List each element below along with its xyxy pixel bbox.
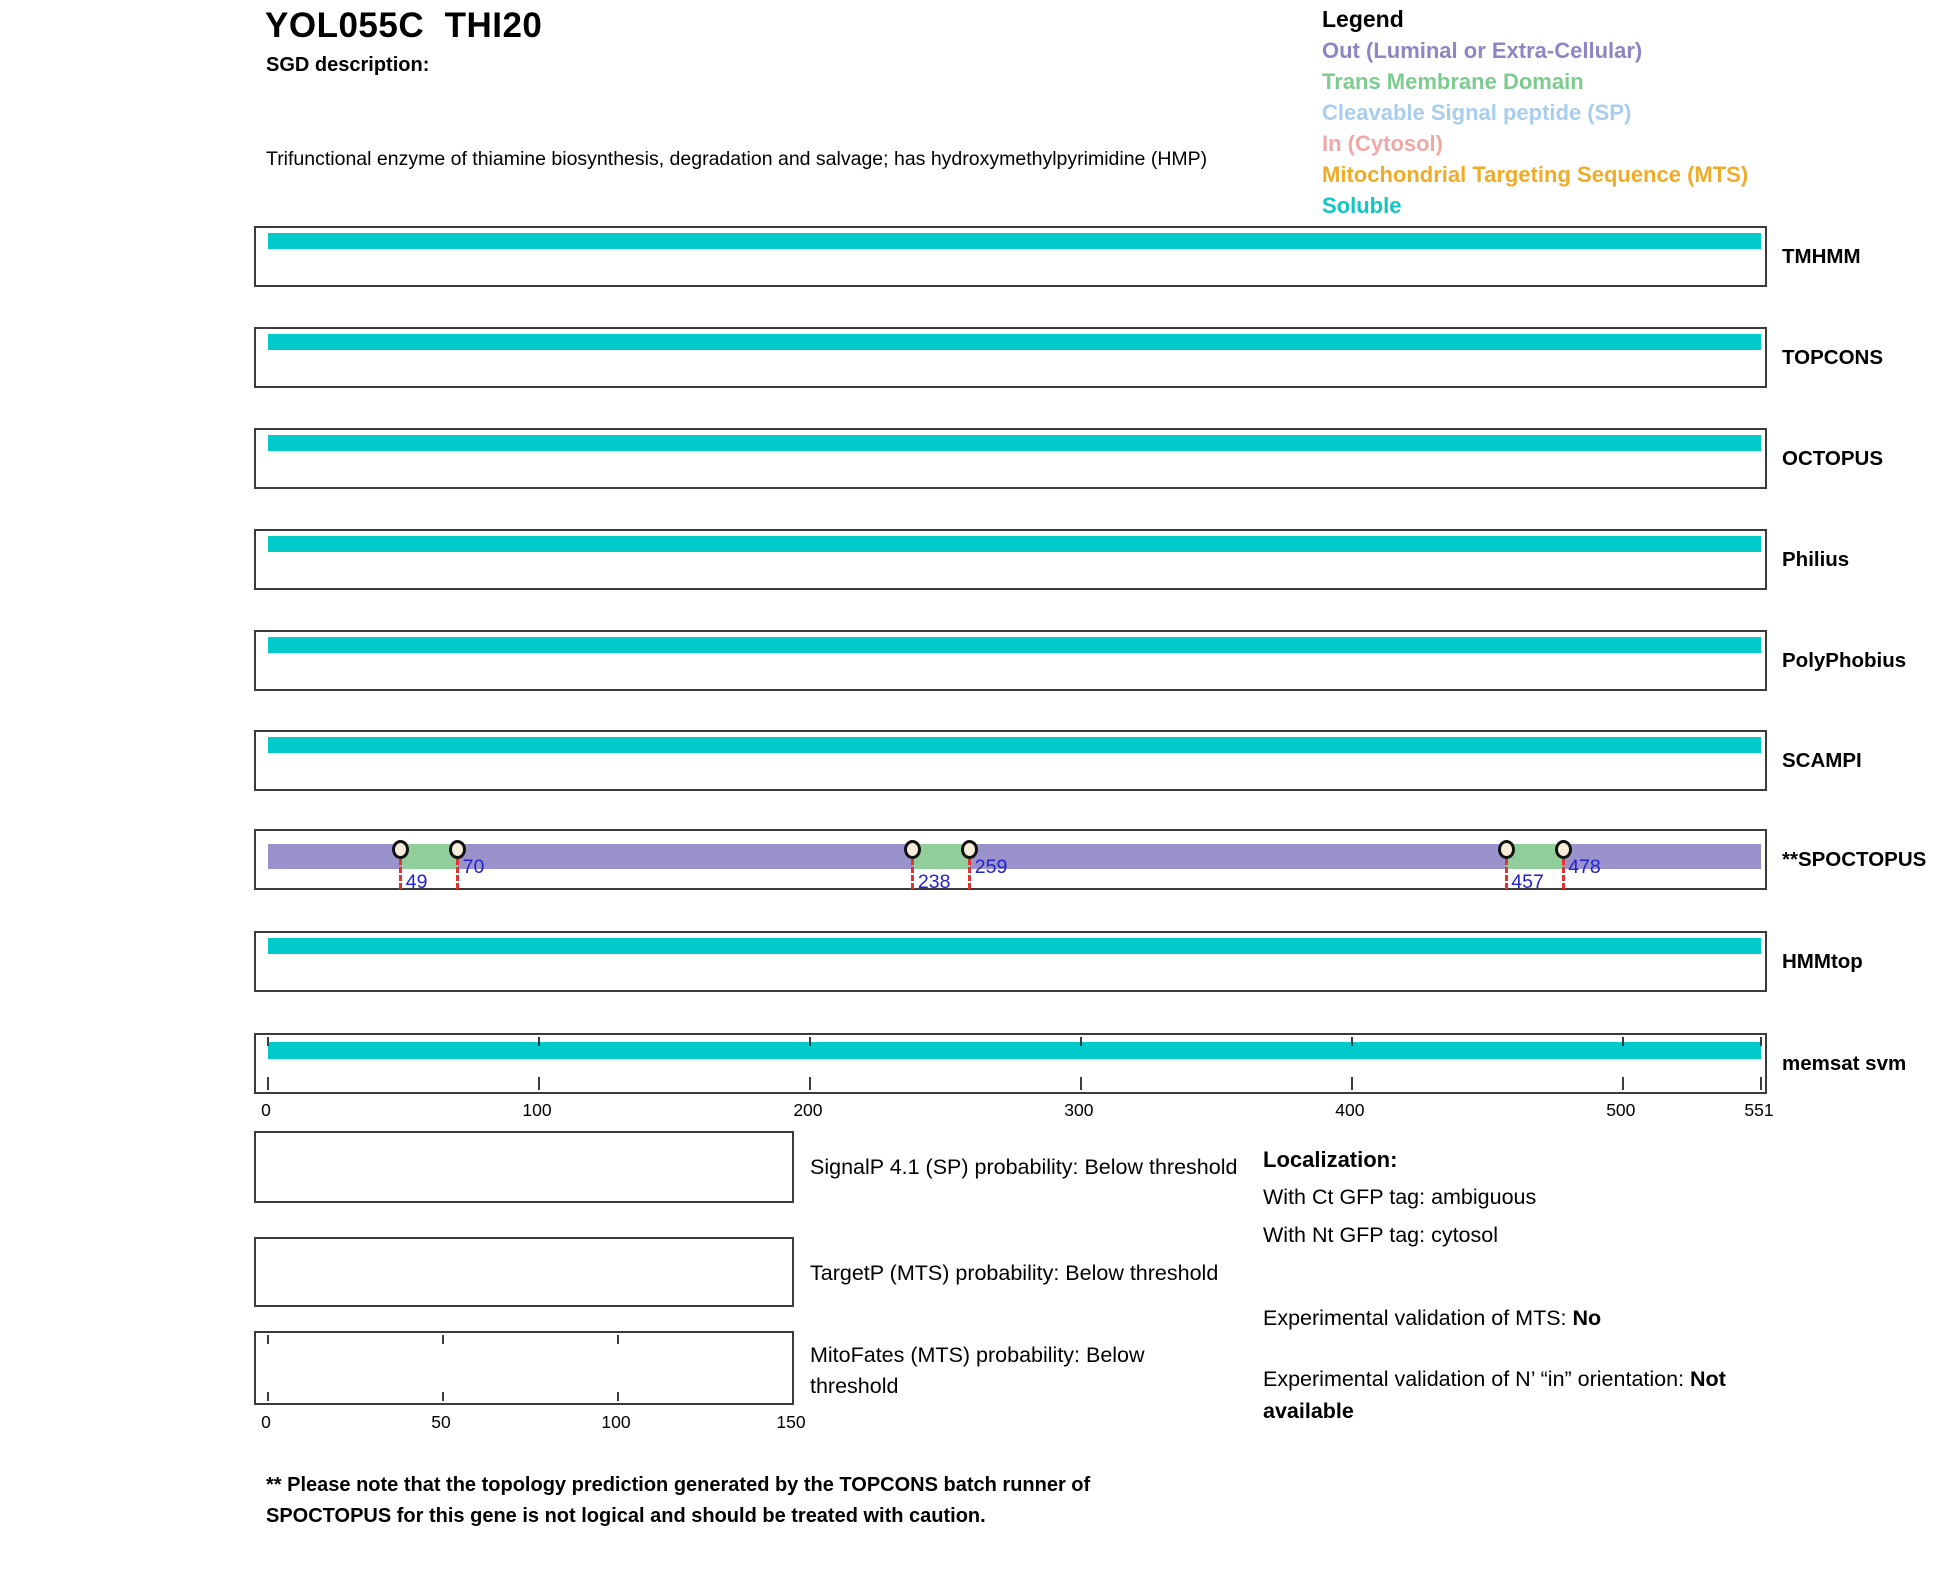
track-label: TOPCONS [1782, 345, 1883, 369]
axis-tick [1760, 1077, 1762, 1090]
prediction-track-box [254, 428, 1767, 489]
axis-tick [617, 1392, 619, 1401]
boundary-position-label: 478 [1568, 856, 1601, 878]
track-label: TMHMM [1782, 244, 1861, 268]
topology-boundary-marker [1498, 840, 1515, 859]
spoctopus-footnote-line: ** Please note that the topology prediction generated by the TOPCONS batch runner of [266, 1474, 1091, 1496]
axis-tick [267, 1392, 269, 1401]
signalp-probability-label: SignalP 4.1 (SP) probability: Below threshold [810, 1155, 1238, 1179]
boundary-position-label: 457 [1511, 871, 1544, 893]
soluble-bar [268, 938, 1761, 954]
track-row-polyphobius [254, 630, 1907, 691]
sgd-description-heading: SGD description: [266, 54, 430, 76]
spoctopus-footnote [266, 1470, 1090, 1532]
orientation-validation-value-cont: available [1263, 1399, 1354, 1423]
mts-validation-line [1263, 1306, 1601, 1331]
axis-tick-label: 150 [776, 1412, 806, 1432]
axis-tick [1351, 1037, 1353, 1046]
mitofates-axis-labels [254, 1412, 806, 1434]
track-row-octopus [254, 428, 1883, 489]
prediction-track-box [254, 829, 1767, 893]
soluble-bar [268, 737, 1761, 753]
spoctopus-topology-canvas [256, 831, 1765, 893]
spoctopus-footnote-line: SPOCTOPUS for this gene is not logical and should be treated with caution. [266, 1505, 986, 1527]
track-row-topcons [254, 327, 1883, 388]
soluble-bar [268, 334, 1761, 350]
mts-validation-value: No [1572, 1306, 1602, 1330]
axis-tick [809, 1077, 811, 1090]
axis-tick-label: 551 [1744, 1100, 1774, 1120]
axis-tick-label: 300 [1064, 1100, 1094, 1120]
targetp-probability-label: TargetP (MTS) probability: Below threshold [810, 1261, 1219, 1285]
axis-tick-label: 0 [261, 1412, 271, 1432]
prediction-track-box [254, 630, 1767, 691]
legend-item-soluble: Soluble [1322, 193, 1402, 218]
prediction-track-box [254, 730, 1767, 791]
prediction-track-box [254, 226, 1767, 287]
prediction-track-box [254, 931, 1767, 992]
axis-tick [809, 1037, 811, 1046]
orientation-validation-prefix: Experimental validation of N’ “in” orientation: [1263, 1367, 1691, 1391]
axis-tick [267, 1335, 269, 1344]
axis-tick [617, 1335, 619, 1344]
mitofates-probability-label-line: threshold [810, 1374, 899, 1398]
track-row-memsat-svm [254, 1033, 1907, 1094]
track-label: SCAMPI [1782, 748, 1862, 772]
track-label: Philius [1782, 547, 1850, 571]
legend-item-mts: Mitochondrial Targeting Sequence (MTS) [1322, 162, 1749, 187]
axis-tick [442, 1392, 444, 1401]
prediction-track-box [254, 529, 1767, 590]
axis-tick [538, 1077, 540, 1090]
boundary-position-label: 70 [462, 856, 485, 878]
boundary-guide-line [1505, 859, 1508, 889]
boundary-position-label: 238 [917, 871, 951, 893]
legend-item-out: Out (Luminal or Extra-Cellular) [1322, 38, 1643, 63]
mitofates-axis-ticks [256, 1333, 792, 1403]
sgd-description-line: Trifunctional enzyme of thiamine biosynthesis, degradation and salvage; has hydroxymethylpyrimidine (HMP) [266, 148, 1208, 170]
track-row-scampi [254, 730, 1862, 791]
track-row-philius [254, 529, 1850, 590]
axis-tick-label: 500 [1606, 1100, 1636, 1120]
track-row-hmmtop [254, 931, 1863, 992]
track-row-spoctopus [254, 829, 1927, 893]
boundary-position-label: 259 [974, 856, 1008, 878]
soluble-bar [268, 435, 1761, 451]
track-label: **SPOCTOPUS [1782, 847, 1927, 871]
boundary-guide-line [911, 859, 914, 889]
localization-nt-gfp: With Nt GFP tag: cytosol [1263, 1223, 1498, 1247]
axis-tick-label: 0 [261, 1100, 271, 1120]
mitofates-probability-label-line: MitoFates (MTS) probability: Below [810, 1343, 1145, 1367]
legend-title: Legend [1322, 6, 1404, 32]
axis-tick-label: 100 [601, 1412, 631, 1432]
mitofates-probability-label [810, 1340, 1145, 1402]
legend-item-signal-peptide: Cleavable Signal peptide (SP) [1322, 100, 1632, 125]
axis-tick [267, 1037, 269, 1046]
boundary-position-label: 49 [405, 871, 428, 893]
prediction-track-box [254, 327, 1767, 388]
mts-validation-prefix: Experimental validation of MTS: [1263, 1306, 1573, 1330]
soluble-bar [268, 233, 1761, 249]
signalp-probability-box [254, 1131, 794, 1203]
track-label: PolyPhobius [1782, 648, 1907, 672]
axis-tick [1622, 1077, 1624, 1090]
boundary-guide-line [968, 859, 971, 889]
legend-item-trans-membrane: Trans Membrane Domain [1322, 69, 1584, 94]
axis-tick-label: 200 [793, 1100, 823, 1120]
legend-item-in-cytosol: In (Cytosol) [1322, 131, 1443, 156]
track-label: HMMtop [1782, 949, 1863, 973]
boundary-guide-line [456, 859, 459, 889]
axis-tick [1622, 1037, 1624, 1046]
orientation-validation-value: Not [1690, 1367, 1726, 1391]
prediction-track-box [254, 1033, 1767, 1094]
axis-tick [442, 1335, 444, 1344]
soluble-bar [268, 536, 1761, 552]
track-row-tmhmm [254, 226, 1861, 287]
soluble-bar [268, 637, 1761, 653]
track-label: memsat svm [1782, 1051, 1907, 1075]
axis-tick [538, 1037, 540, 1046]
legend [1322, 4, 1748, 221]
page-title: YOL055C THI20 [265, 6, 543, 45]
axis-tick [1351, 1077, 1353, 1090]
orientation-validation-line [1263, 1367, 1726, 1392]
localization-heading: Localization: [1263, 1147, 1398, 1172]
boundary-guide-line [399, 859, 402, 889]
axis-tick [1760, 1037, 1762, 1046]
sequence-axis-ticks [256, 1035, 1765, 1092]
axis-tick [1080, 1077, 1082, 1090]
track-label: OCTOPUS [1782, 446, 1883, 470]
axis-tick-label: 400 [1335, 1100, 1365, 1120]
mitofates-probability-box [254, 1331, 794, 1405]
boundary-guide-line [1562, 859, 1565, 889]
axis-tick-label: 100 [522, 1100, 552, 1120]
localization-ct-gfp: With Ct GFP tag: ambiguous [1263, 1185, 1537, 1209]
axis-tick-label: 50 [431, 1412, 451, 1432]
targetp-probability-box [254, 1237, 794, 1307]
sequence-axis-labels [254, 1100, 1774, 1122]
axis-tick [1080, 1037, 1082, 1046]
axis-tick [267, 1077, 269, 1090]
